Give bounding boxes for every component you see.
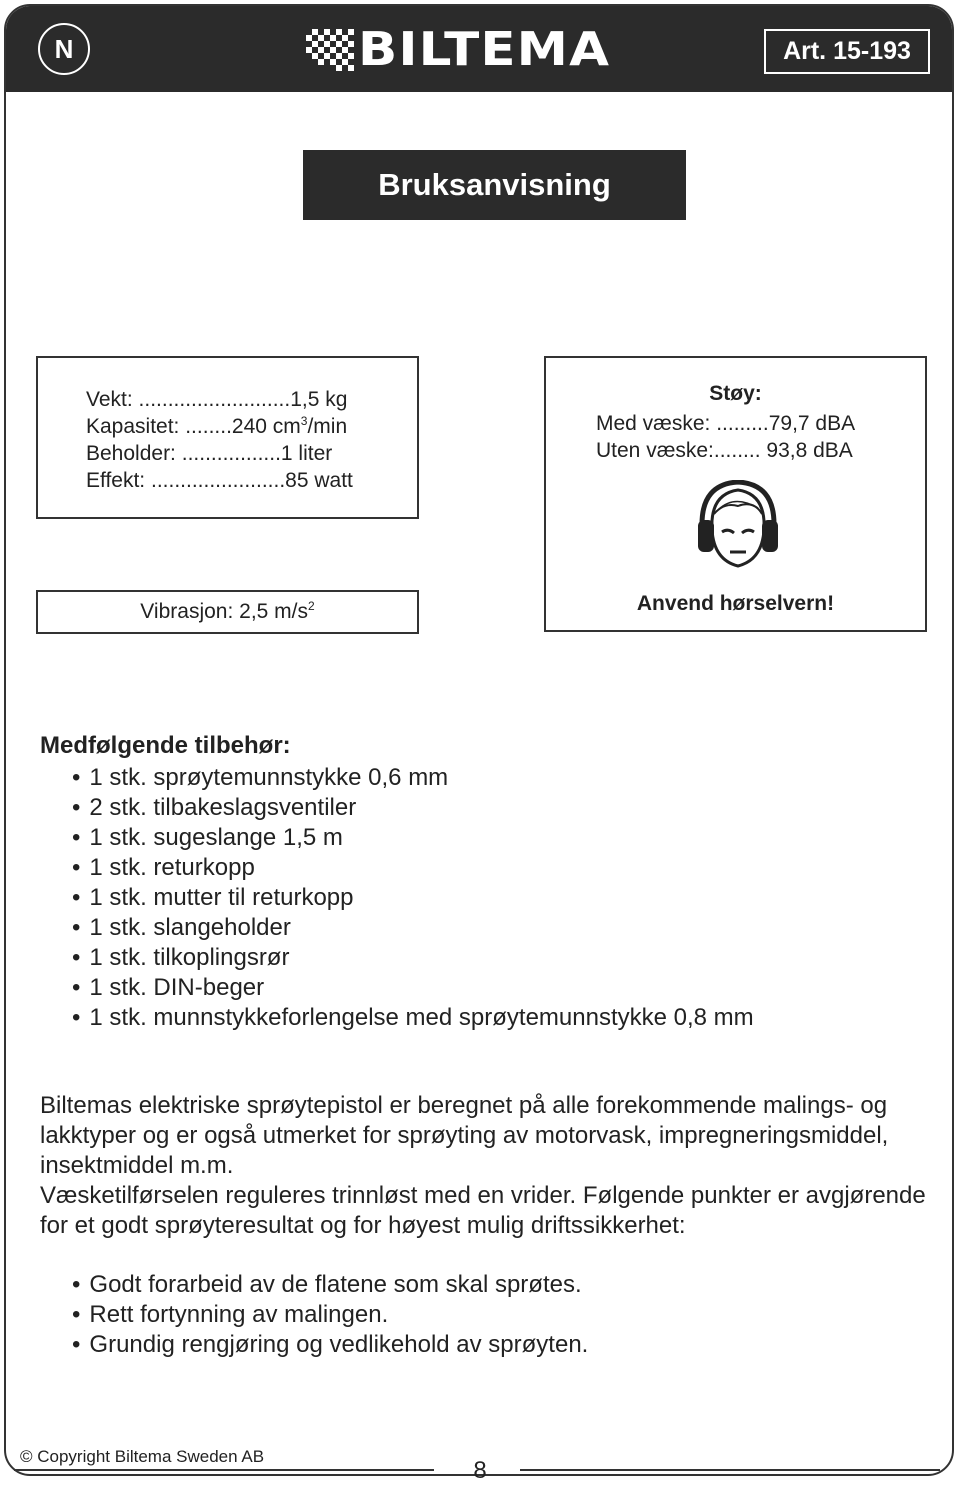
article-number: Art. 15-193: [764, 29, 930, 74]
list-item: • 1 stk. sugeslange 1,5 m: [72, 823, 754, 853]
accessories-heading: Medfølgende tilbehør:: [40, 732, 291, 759]
footer-divider: [14, 1469, 434, 1471]
spec-container: Beholder: .................1 liter: [86, 442, 333, 465]
description-paragraph: Væsketilførselen reguleres trinnløst med en vrider. Følgende punkter er avgjørende for et godt sprøyteresultat og for høyest mulig driftssikkerhet:: [40, 1182, 926, 1239]
noise-box: [544, 356, 927, 632]
list-item: • 1 stk. sprøytemunnstykke 0,6 mm: [72, 763, 754, 793]
accessories-list: [72, 763, 754, 1033]
key-points-list: [72, 1270, 588, 1360]
footer-divider: [520, 1469, 940, 1471]
spec-weight: Vekt: ..........................1,5 kg: [86, 388, 348, 411]
checkered-flag-icon: [304, 27, 354, 71]
language-badge: N: [38, 23, 90, 75]
hearing-protection-warning: Anvend hørselvern!: [636, 592, 835, 615]
noise-without-liquid: Uten væske:........ 93,8 dBA: [596, 439, 853, 462]
spec-power: Effekt: .......................85 watt: [86, 469, 353, 492]
description: [40, 1091, 940, 1241]
list-item: • 1 stk. mutter til returkopp: [72, 883, 754, 913]
noise-values: [596, 410, 855, 464]
list-item: • Rett fortynning av malingen.: [72, 1300, 588, 1330]
list-item: • Grundig rengjøring og vedlikehold av sprøyten.: [72, 1330, 588, 1360]
brand-name: BILTEMA: [358, 22, 611, 76]
page-frame: [4, 4, 954, 1476]
description-paragraph: Biltemas elektriske sprøytepistol er beregnet på alle forekommende malings- og lakktyper og er også utmerket for sprøyting av motorvask, impregneringsmiddel, insektmiddel m.m.: [40, 1092, 889, 1179]
list-item: • Godt forarbeid av de flatene som skal sprøtes.: [72, 1270, 588, 1300]
list-item: • 1 stk. tilkoplingsrør: [72, 943, 754, 973]
page-title: Bruksanvisning: [303, 150, 686, 220]
copyright: © Copyright Biltema Sweden AB: [20, 1447, 265, 1466]
noise-title: Støy:: [709, 382, 762, 405]
spec-capacity: Kapasitet: ........240 $cm^3/\min$: [86, 414, 348, 438]
header-bar: [6, 6, 952, 92]
spec-box: [36, 356, 419, 519]
vibration-text: Vibrasjon: 2,5 $m/s^2$: [140, 599, 315, 623]
page-number: 8: [473, 1457, 487, 1484]
list-item: • 1 stk. returkopp: [72, 853, 754, 883]
list-item: • 2 stk. tilbakeslagsventiler: [72, 793, 754, 823]
list-item: • 1 stk. munnstykkeforlengelse med sprøytemunnstykke 0,8 mm: [72, 1003, 754, 1033]
list-item: • 1 stk. slangeholder: [72, 913, 754, 943]
list-item: • 1 stk. DIN-beger: [72, 973, 754, 1003]
noise-with-liquid: Med væske: .........79,7 dBA: [596, 412, 856, 435]
brand-logo: [304, 22, 611, 76]
hearing-protection-icon: [694, 480, 782, 576]
vibration-box: [36, 590, 419, 634]
